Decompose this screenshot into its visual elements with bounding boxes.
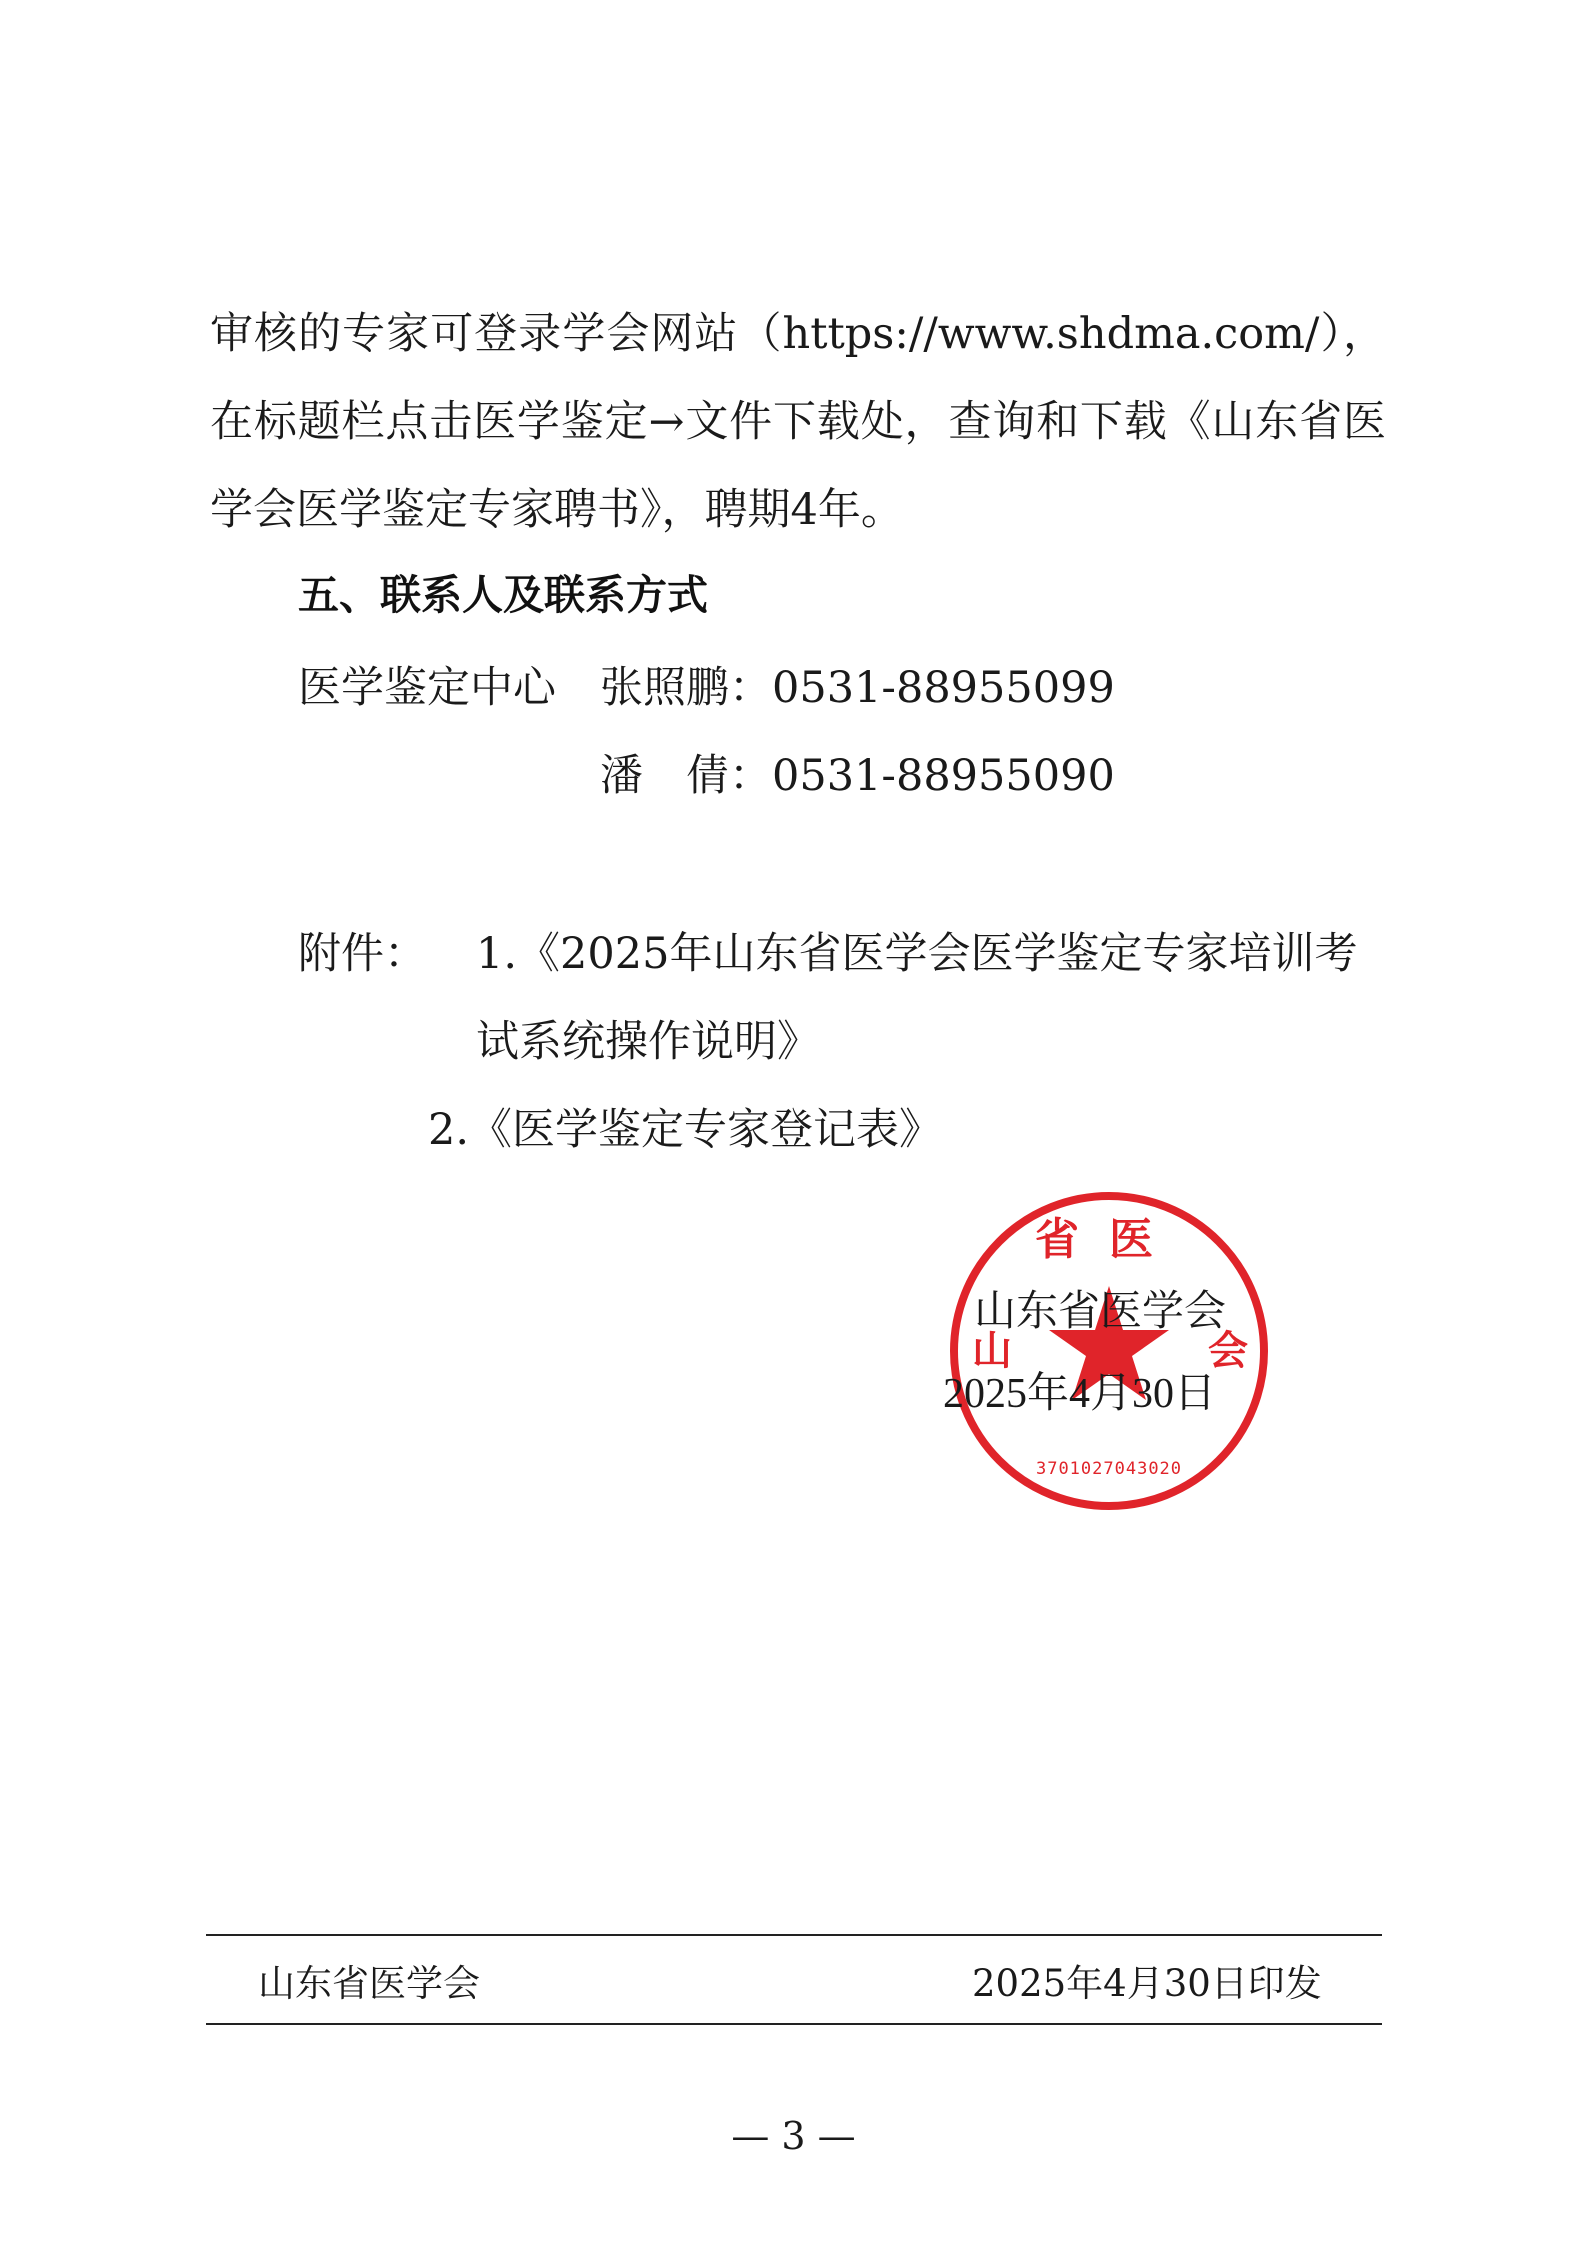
seal-top-text: 省医 — [1035, 1214, 1183, 1265]
signature-date: 2025年4月30日 — [943, 1371, 1217, 1417]
footer-rule-top — [206, 1934, 1382, 1936]
seal-left-char: 山 — [972, 1328, 1012, 1374]
attachment-item-2 — [428, 1086, 942, 1174]
attachment-entry — [476, 910, 1386, 1086]
seal-right-char: 会 — [1208, 1328, 1248, 1374]
contact-line-2 — [600, 732, 1115, 820]
official-seal — [946, 1188, 1272, 1514]
contact-separator: ： — [729, 751, 772, 801]
contact-separator: ： — [729, 663, 772, 713]
attachment-label: 附件： — [298, 929, 427, 979]
contact-name: 潘 倩 — [600, 751, 729, 801]
contact-name: 张照鹏 — [600, 663, 729, 713]
contact-department: 医学鉴定中心 — [298, 663, 556, 713]
contact-line-1 — [600, 644, 1115, 732]
section-heading-contacts: 五、联系人及联系方式 — [298, 571, 708, 619]
body-paragraph: 审核的专家可登录学会网站（https://www.shdma.com/），在标题栏点击医学鉴定→文件下载处，查询和下载《山东省医学会医学鉴定专家聘书》，聘期4年。 — [210, 309, 1386, 535]
contact-phone: 0531-88955090 — [772, 751, 1115, 801]
footer-issue-date: 2025年4月30日印发 — [972, 1962, 1322, 2005]
signature-org: 山东省医学会 — [974, 1289, 1227, 1335]
attachment-title: 《2025年山东省医学会医学鉴定专家培训考试系统操作说明》 — [476, 929, 1358, 1067]
contact-phone: 0531-88955099 — [772, 663, 1115, 713]
seal-code: 3701027043020 — [1035, 1459, 1183, 1479]
page-number: — 3 — — [731, 2114, 856, 2158]
footer-issuer: 山东省医学会 — [258, 1962, 480, 2005]
attachment-index: 1. — [476, 929, 518, 979]
attachment-title: 《医学鉴定专家登记表》 — [469, 1105, 943, 1155]
attachment-item-1 — [298, 910, 1386, 1086]
attachment-index: 2. — [428, 1105, 470, 1155]
footer-rule-bottom — [206, 2023, 1382, 2025]
